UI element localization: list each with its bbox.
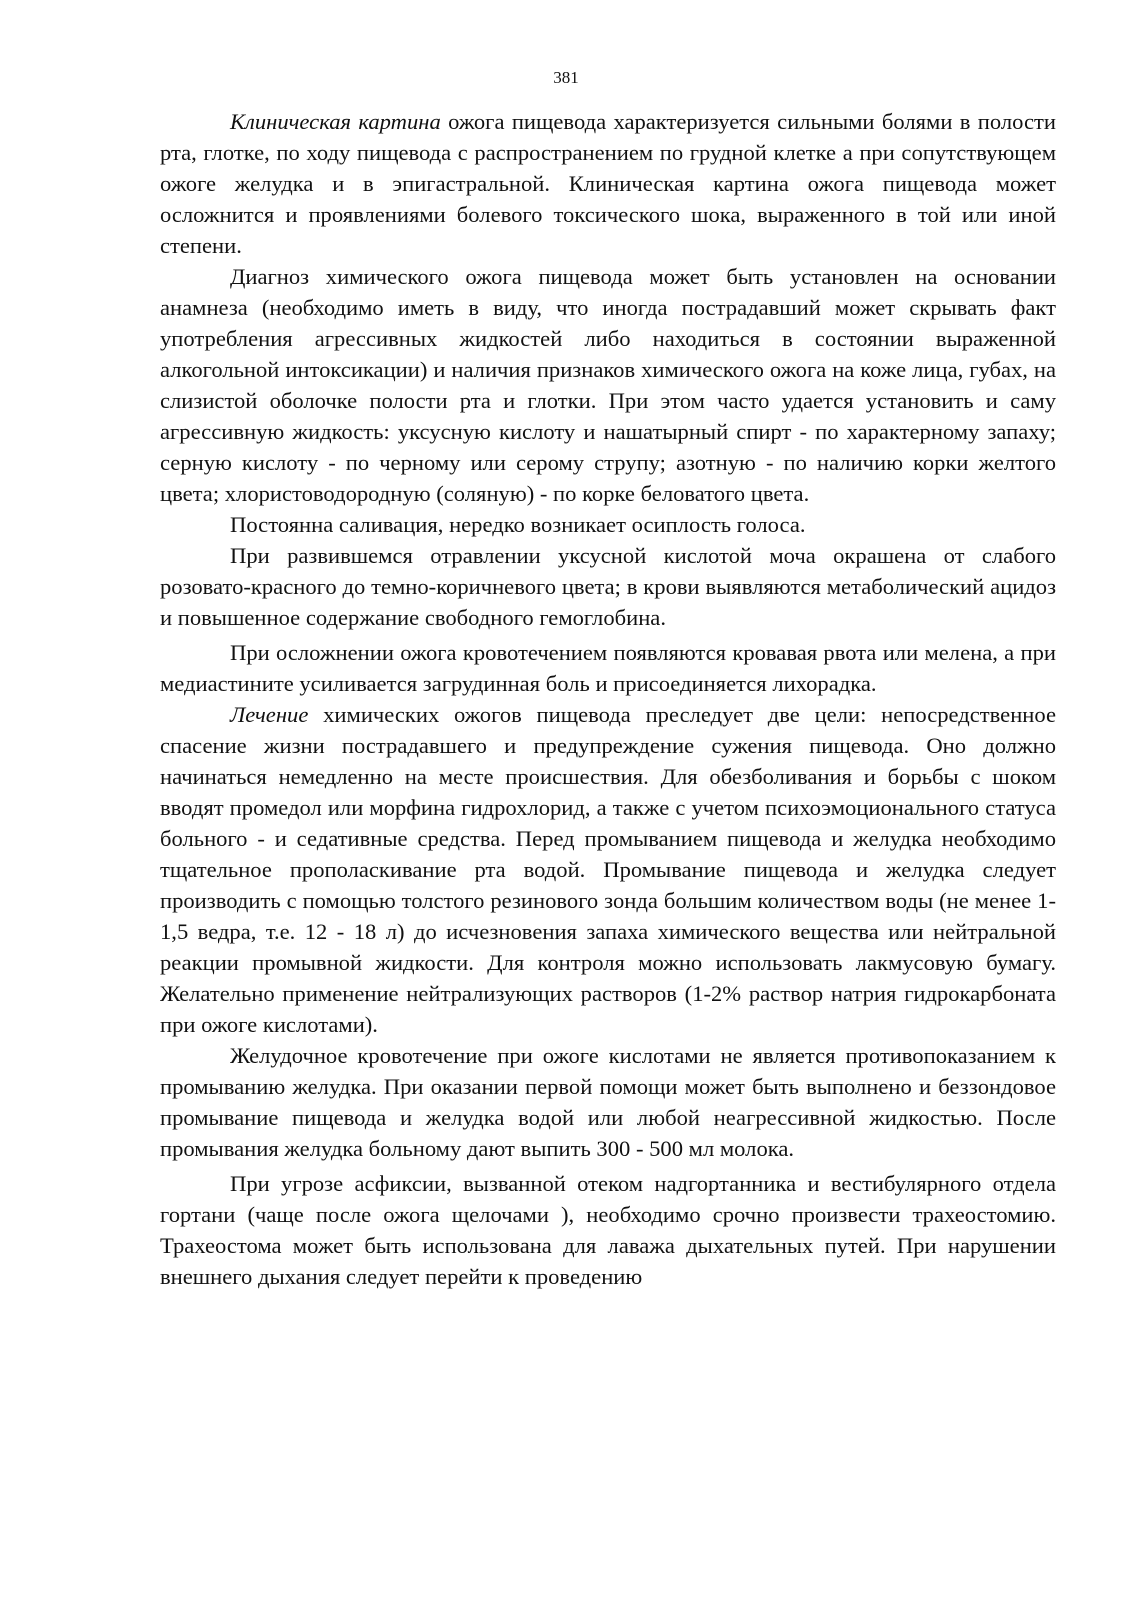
paragraph-text: химических ожогов пищевода преследует две цели: непосредственное спасение жизни пострадавшего и предупреждение сужения пищевода. Оно должно начинаться немедленно на месте происшествия. Для обезболивания и борьбы с шоком вводят промедол или морфина гидрохлорид, а также с учетом психоэмоционального статуса больного - и седативные средства. Перед промыванием пищевода и желудка необходимо тщательное прополаскивание рта водой. Промывание пищевода и желудка следует производить с помощью толстого резинового зонда большим количеством воды (не менее 1-1,5 ведра, т.е. 12 - 18 л) до исчезновения запаха химического вещества или нейтральной реакции промывной жидкости. Для контроля можно использовать лакмусовую бумагу. Желательно применение нейтрализующих растворов (1-2% раствор натрия гидрокарбоната при ожоге кислотами). (160, 702, 1056, 1037)
paragraph-clinical-picture (160, 106, 1056, 261)
paragraph-text: При развившемся отравлении уксусной кислотой моча окрашена от слабого розовато-красного до темно-коричневого цвета; в крови выявляются метаболический ацидоз и повышенное содержание свободного гемоглобина. (160, 543, 1056, 630)
page-number: 381 (553, 68, 579, 87)
document-body (160, 106, 1056, 1292)
paragraph-complications (160, 637, 1056, 699)
paragraph-text: При осложнении ожога кровотечением появляются кровавая рвота или мелена, а при медиастините усиливается загрудинная боль и присоединяется лихорадка. (160, 640, 1056, 696)
paragraph-diagnosis (160, 261, 1056, 509)
paragraph-text: Диагноз химического ожога пищевода может быть установлен на основании анамнеза (необходимо иметь в виду, что иногда пострадавший может скрывать факт употребления агрессивных жидкостей либо находиться в состоянии выраженной алкогольной интоксикации) и наличия признаков химического ожога на коже лица, губах, на слизистой оболочке полости рта и глотки. При этом часто удается установить и саму агрессивную жидкость: уксусную кислоту и нашатырный спирт - по характерному запаху; серную кислоту - по черному или серому струпу; азотную - по наличию корки желтого цвета; хлористоводородную (соляную) - по корке беловатого цвета. (160, 264, 1056, 506)
paragraph-lead-term: Клиническая картина (230, 109, 441, 134)
paragraph-text: Желудочное кровотечение при ожоге кислотами не является противопоказанием к промыванию желудка. При оказании первой помощи может быть выполнено и беззондовое промывание пищевода и желудка водой или любой неагрессивной жидкостью. После промывания желудка больному дают выпить 300 - 500 мл молока. (160, 1043, 1056, 1161)
paragraph-text: Постоянна саливация, нередко возникает осиплость голоса. (230, 512, 806, 537)
paragraph-gastric-bleeding (160, 1040, 1056, 1164)
paragraph-text: При угрозе асфиксии, вызванной отеком надгортанника и вестибулярного отдела гортани (чаще после ожога щелочами ), необходимо срочно произвести трахеостомию. Трахеостома может быть использована для лаважа дыхательных путей. При нарушении внешнего дыхания следует перейти к проведению (160, 1171, 1056, 1289)
paragraph-asphyxia (160, 1168, 1056, 1292)
paragraph-lead-term: Лечение (230, 702, 309, 727)
paragraph-salivation (160, 509, 1056, 540)
paragraph-treatment (160, 699, 1056, 1040)
paragraph-acetic-acid-poisoning (160, 540, 1056, 633)
paragraph-text: ожога пищевода характеризуется сильными болями в полости рта, глотке, по ходу пищевода с распространением по грудной клетке а при сопутствующем ожоге желудка и в эпигастральной. Клиническая картина ожога пищевода может осложнится и проявлениями болевого токсического шока, выраженного в той или иной степени. (160, 109, 1056, 258)
